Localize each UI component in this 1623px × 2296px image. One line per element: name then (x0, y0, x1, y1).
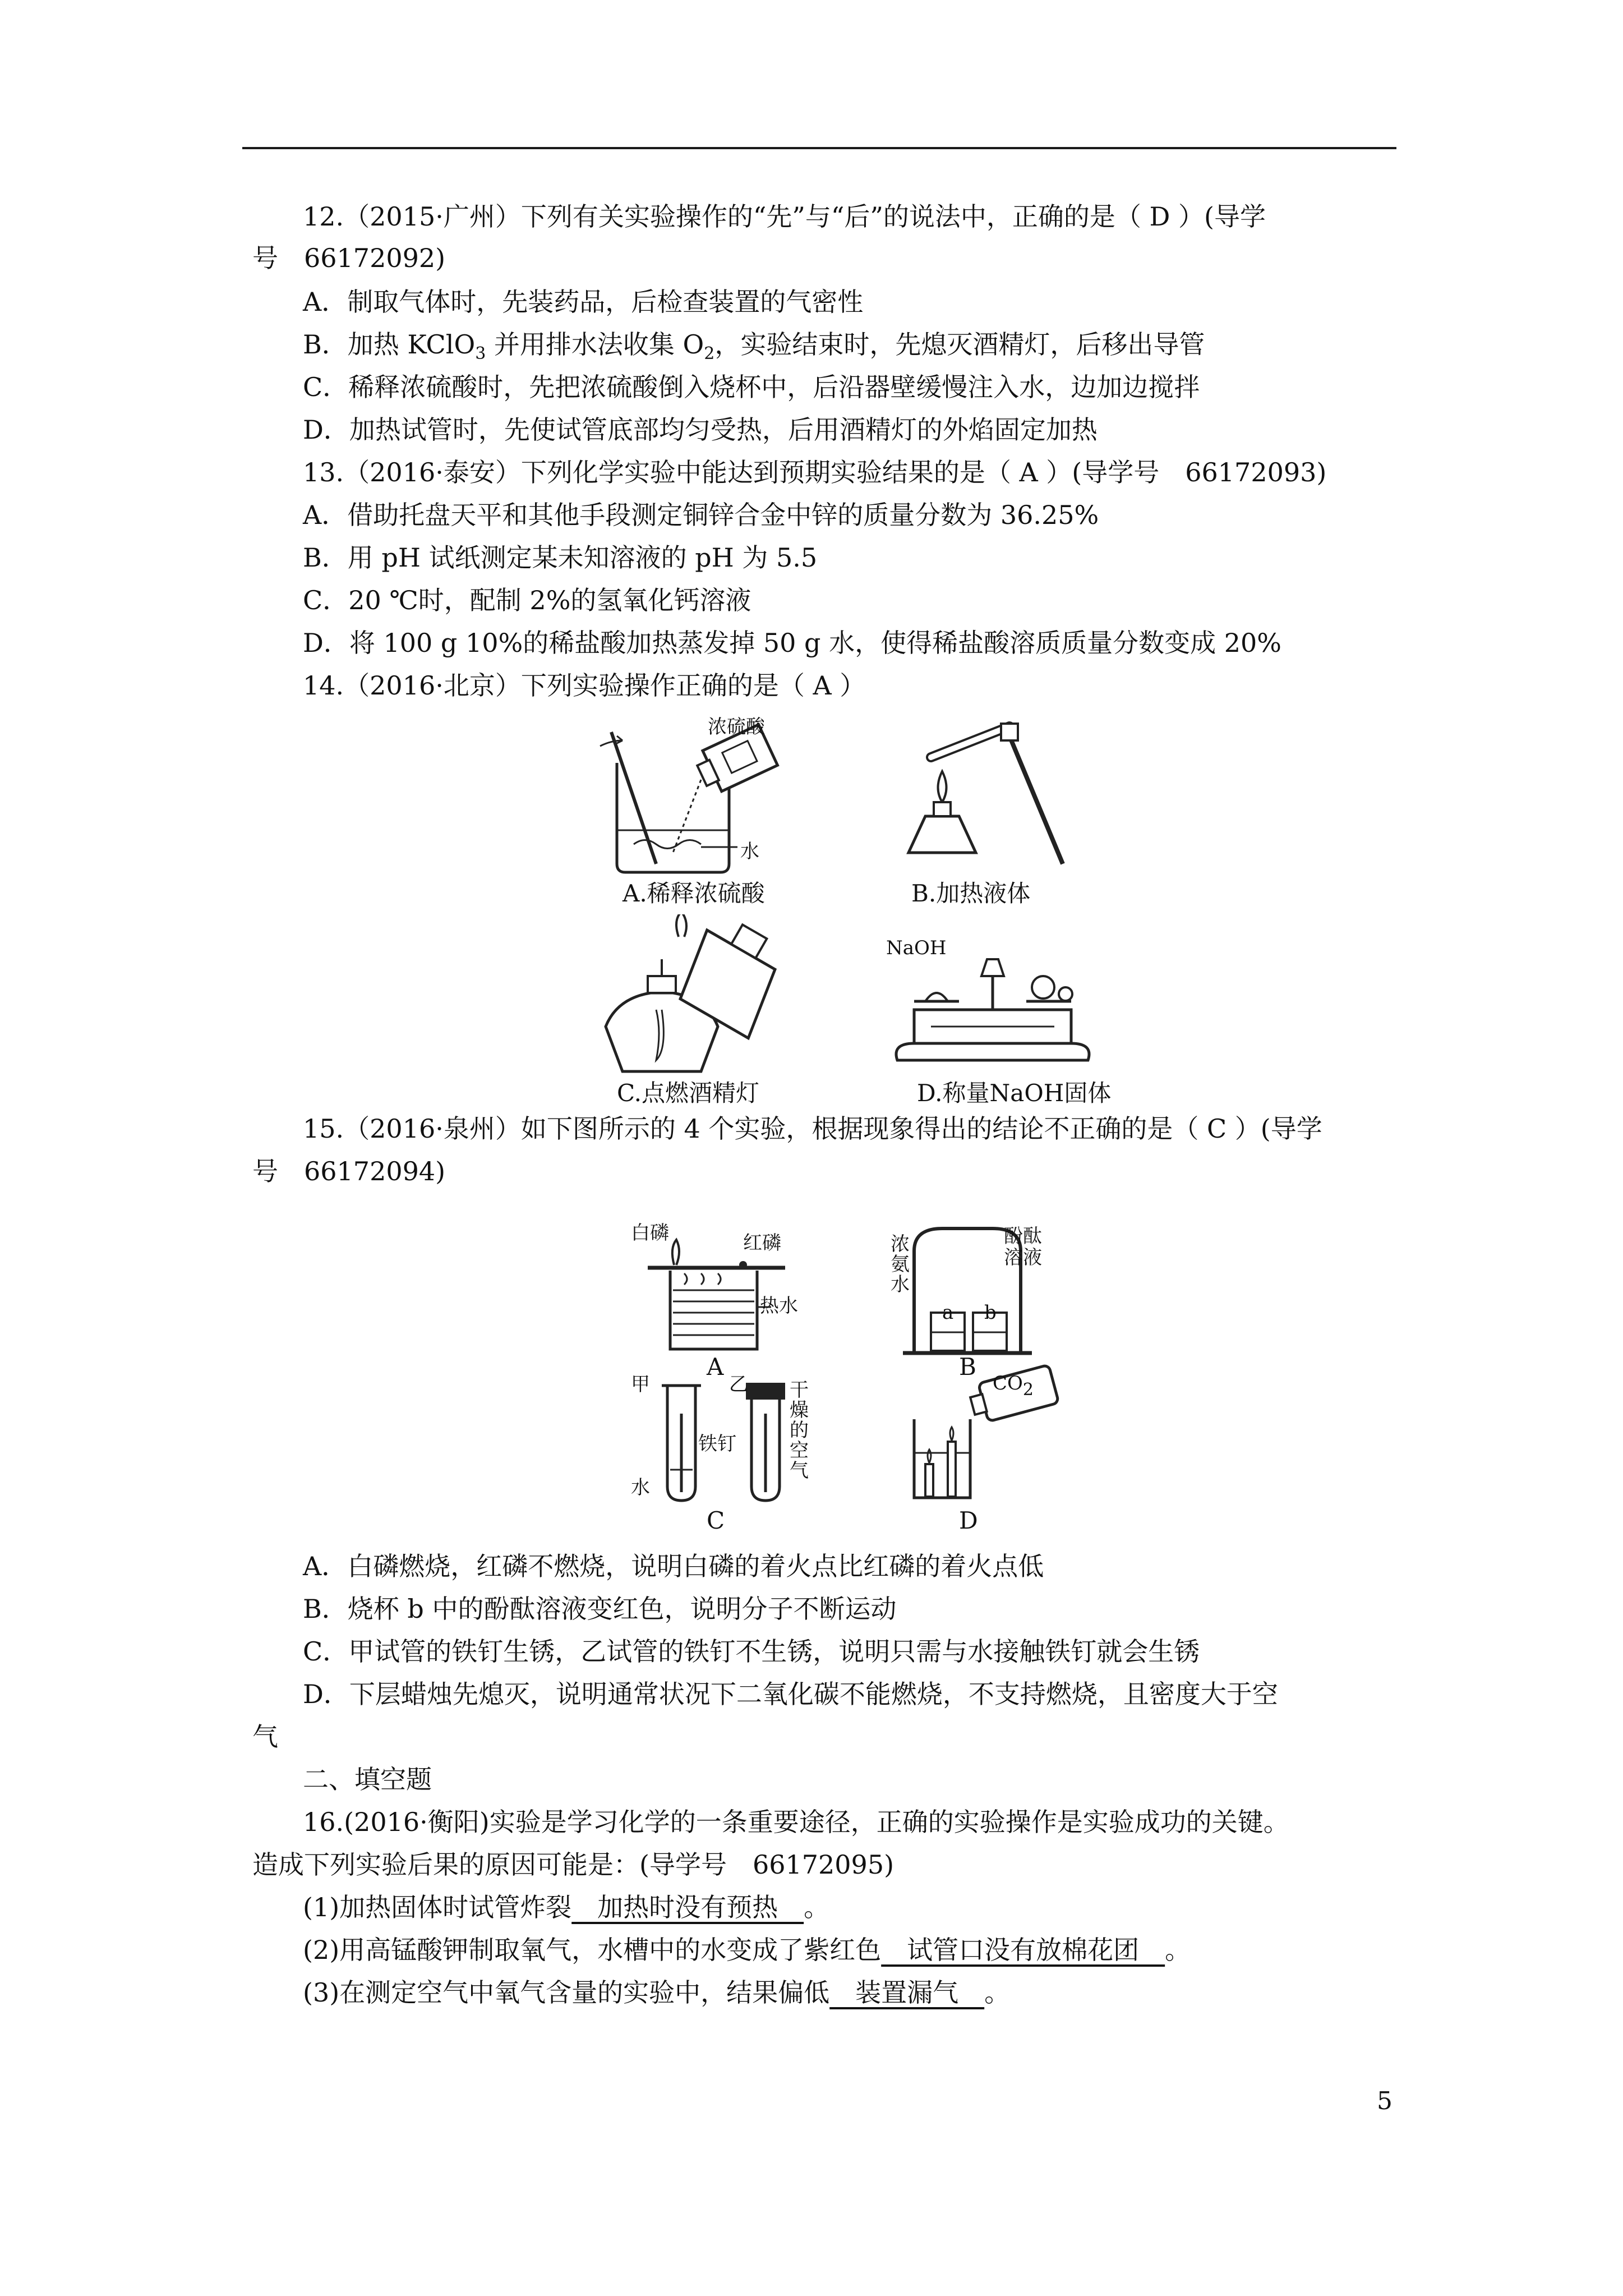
section-heading: 二、填空题 (303, 1764, 432, 1795)
q16-part-1: (1)加热固体时试管炸裂 加热时没有预热 。 (303, 1892, 830, 1922)
co2-candle-figure (903, 1363, 1060, 1509)
caption-b: B.加热液体 (911, 880, 1031, 907)
q15-option-c: C．甲试管的铁钉生锈，乙试管的铁钉不生锈，说明只需与水接触铁钉就会生锈 (303, 1636, 1200, 1667)
tube-yi-label: 乙 (729, 1373, 748, 1396)
page-number: 5 (1377, 2087, 1393, 2115)
q16-stem: 16.(2016·衡阳)实验是学习化学的一条重要途径，正确的实验操作是实验成功的关键。 (303, 1807, 1289, 1837)
q15-stem: 15.（2016·泉州）如下图所示的 4 个实验，根据现象得出的结论不正确的是（ C ）(导学 (303, 1114, 1322, 1144)
caption-c: C.点燃酒精灯 (617, 1079, 759, 1107)
q13-option-b: B．用 pH 试纸测定某未知溶液的 pH 为 5.5 (303, 542, 818, 573)
q16-part-2: (2)用高锰酸钾制取氧气，水槽中的水变成了紫红色 试管口没有放棉花团 。 (303, 1935, 1191, 1965)
q12-option-d: D．加热试管时，先使试管底部均匀受热，后用酒精灯的外焰固定加热 (303, 415, 1098, 445)
q13-option-a: A．借助托盘天平和其他手段测定铜锌合金中锌的质量分数为 36.25% (303, 500, 1099, 530)
phenolphthalein-label-1: 酚酞 (1004, 1225, 1042, 1248)
light-lamp-figure (594, 914, 808, 1083)
dry-air-label-2: 燥 (790, 1399, 809, 1421)
q15-stem-cont: 号 66172094) (252, 1156, 446, 1186)
white-phosphorus-label: 白磷 (631, 1222, 669, 1244)
hot-water-label: 热水 (760, 1295, 798, 1317)
q12-option-a: A．制取气体时，先装药品，后检查装置的气密性 (303, 287, 864, 317)
iron-nail-label: 铁钉 (698, 1433, 736, 1455)
figure-15-caption-b: B (959, 1353, 976, 1381)
red-phosphorus-label: 红磷 (743, 1232, 781, 1254)
q16-answer-2: 试管口没有放棉花团 (881, 1935, 1165, 1965)
tube-jia-label: 甲 (631, 1373, 650, 1396)
beaker-b-label: b (984, 1301, 997, 1324)
heat-liquid-figure (875, 718, 1088, 875)
water-label: 水 (740, 840, 759, 863)
phenolphthalein-label-2: 溶液 (1004, 1246, 1042, 1269)
q15-option-a: A．白磷燃烧，红磷不燃烧，说明白磷的着火点比红磷的着火点低 (303, 1551, 1044, 1581)
q13-stem: 13.（2016·泰安）下列化学实验中能达到预期实验结果的是（ A ）(导学号 66172093) (303, 457, 1327, 487)
q12-option-b: B．加热 KClO$_3$ 并用排水法收集 $O_2$，实验结束时，先熄灭酒精灯，后移出导管 (303, 329, 1205, 364)
q12-stem-cont: 号 66172092) (252, 243, 446, 273)
q14-stem: 14.（2016·北京）下列实验操作正确的是（ A ） (303, 670, 866, 701)
q16-stem-cont: 造成下列实验后果的原因可能是：(导学号 66172095) (252, 1849, 895, 1880)
co2-label: CO2 (993, 1372, 1034, 1400)
q13-option-c: C．20 ℃时，配制 2%的氢氧化钙溶液 (303, 585, 751, 615)
q15-option-b: B．烧杯 b 中的酚酞溶液变红色，说明分子不断运动 (303, 1594, 897, 1624)
ammonia-label-3: 水 (891, 1273, 910, 1296)
q16-answer-3: 装置漏气 (829, 1977, 985, 2008)
figure-15-caption-a: A (707, 1353, 724, 1381)
dry-air-label-1: 干 (790, 1379, 809, 1401)
caption-d: D.称量NaOH固体 (917, 1079, 1112, 1107)
q16-answer-1: 加热时没有预热 (571, 1892, 804, 1922)
figure-15-caption-c: C (707, 1507, 725, 1534)
ammonia-label-1: 浓 (891, 1233, 910, 1255)
naoh-label: NaOH (886, 937, 947, 959)
dry-air-label-5: 气 (790, 1460, 809, 1482)
q12-stem: 12.（2015·广州）下列有关实验操作的“先”与“后”的说法中，正确的是（ D ）(导学 (303, 201, 1266, 232)
ammonia-label-2: 氨 (891, 1253, 910, 1276)
weigh-naoh-figure (880, 948, 1105, 1077)
q15-option-d-cont: 气 (252, 1722, 278, 1752)
figure-15-caption-d: D (959, 1507, 978, 1534)
caption-a: A.稀释浓硫酸 (623, 880, 765, 907)
dilute-acid-figure (594, 712, 819, 881)
header-rule (242, 147, 1396, 149)
acid-label: 浓硫酸 (708, 716, 765, 738)
q12-option-c: C．稀释浓硫酸时，先把浓硫酸倒入烧杯中，后沿器壁缓慢注入水，边加边搅拌 (303, 372, 1200, 402)
water-label-c: 水 (631, 1476, 650, 1499)
q16-part-3: (3)在测定空气中氧气含量的实验中，结果偏低 装置漏气 。 (303, 1977, 1011, 2008)
beaker-a-label: a (942, 1301, 954, 1324)
dry-air-label-3: 的 (790, 1419, 809, 1442)
dry-air-label-4: 空 (790, 1439, 809, 1462)
q13-option-d: D．将 100 g 10%的稀盐酸加热蒸发掉 50 g 水，使得稀盐酸溶质质量分数变成 20% (303, 628, 1281, 658)
q15-option-d: D．下层蜡烛先熄灭，说明通常状况下二氧化碳不能燃烧，不支持燃烧，且密度大于空 (303, 1679, 1278, 1709)
